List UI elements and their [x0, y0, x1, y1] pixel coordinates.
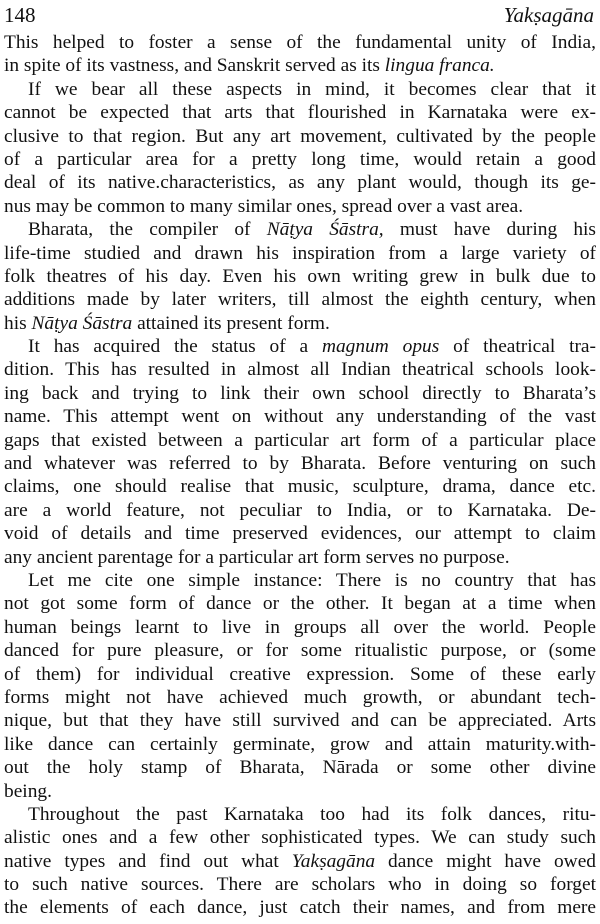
italic-term: Yakṣagāna [291, 850, 376, 872]
text-line: deal of its native.characteristics, as any plant would, though its ge- [4, 172, 596, 194]
text-line [4, 312, 596, 335]
text-line: nus may be common to many similar ones, spread over a vast area. [4, 195, 524, 217]
text-line: additions made by later writers, till almost the eighth century, when [4, 289, 596, 311]
text-segment: attained its present form. [132, 312, 330, 334]
text-line: This helped to foster a sense of the fundamental unity of India, [4, 32, 596, 53]
text-line: of them) for individual creative expression. Some of these early [4, 663, 596, 685]
text-line: cannot be expected that arts that flourished in Karnataka were ex- [4, 102, 596, 124]
text-line [4, 335, 596, 358]
text-line: Let me cite one simple instance: There is no country that has [28, 569, 596, 591]
running-title: Yakṣagāna [503, 3, 594, 27]
text-line: any ancient parentage for a particular art form serves no purpose. [4, 546, 510, 568]
text-line: clusive to that region. But any art movement, cultivated by the people [4, 125, 596, 147]
text-line: nique, but that they have still survived and can be appreciated. Arts [4, 710, 596, 732]
book-page [4, 0, 596, 924]
text-line: dition. This has resulted in almost all Indian theatrical schools look- [4, 359, 596, 381]
italic-term: lingua franca. [384, 55, 495, 77]
text-segment: his [4, 312, 32, 334]
text-line: to such native sources. There are scholars who in doing so forget [4, 874, 596, 896]
text-segment: of theatrical tra- [439, 336, 596, 358]
italic-term: magnum opus [321, 336, 440, 358]
text-line: being. [4, 780, 52, 802]
text-line: are a world feature, not peculiar to India, or to Karnataka. De- [4, 499, 596, 521]
text-line [4, 54, 596, 77]
text-line: ing back and trying to link their own school directly to Bharata’s [4, 382, 596, 404]
text-line: and whatever was referred to by Bharata. Before venturing on such [4, 453, 596, 475]
text-line: If we bear all these aspects in mind, it becomes clear that it [28, 78, 596, 100]
text-line: claims, one should realise that music, sculpture, drama, dance etc. [4, 476, 596, 498]
italic-term: Nāṭya Śāstra, [266, 219, 384, 241]
text-line: void of details and time preserved evidences, our attempt to claim [4, 523, 596, 545]
text-line: name. This attempt went on without any understanding of the vast [4, 406, 596, 428]
text-line: danced for pure pleasure, or for some ritualistic purpose, or (some [4, 640, 596, 662]
text-segment: Bharata, the compiler of [28, 219, 267, 241]
text-segment: must have during his [383, 219, 596, 241]
text-line: out the holy stamp of Bharata, Nārada or some other divine [4, 757, 596, 779]
page-number: 148 [4, 3, 36, 27]
italic-term: Nāṭya Śāstra [31, 312, 133, 334]
text-segment: It has acquired the status of a [28, 336, 322, 358]
text-line: gaps that existed between a particular art form of a particular place [4, 429, 596, 451]
text-line: human beings learnt to live in groups all over the world. People [4, 616, 596, 638]
text-segment: dance might have owed [375, 850, 596, 872]
page-header [4, 2, 596, 28]
text-line: Throughout the past Karnataka too had its folk dances, ritu- [28, 803, 596, 825]
text-line: forms might not have achieved much growth, or abundant tech- [4, 686, 596, 708]
text-segment: native types and find out what [4, 850, 292, 872]
text-line: life-time studied and drawn his inspiration from a large variety of [4, 242, 596, 264]
text-line: like dance can certainly germinate, grow and attain maturity.with- [4, 733, 596, 755]
text-line: alistic ones and a few other sophisticated types. We can study such [4, 827, 596, 849]
body-text [4, 31, 596, 920]
text-line: the elements of each dance, just catch their names, and from mere [4, 897, 596, 919]
text-line [4, 850, 596, 873]
text-line: not got some form of dance or the other. It began at a time when [4, 593, 596, 615]
text-line: of a particular area for a pretty long time, would retain a good [4, 148, 596, 170]
text-segment: in spite of its vastness, and Sanskrit served as its [4, 55, 385, 77]
text-line: folk theatres of his day. Even his own writing grew in bulk due to [4, 265, 596, 287]
text-line [4, 218, 596, 241]
